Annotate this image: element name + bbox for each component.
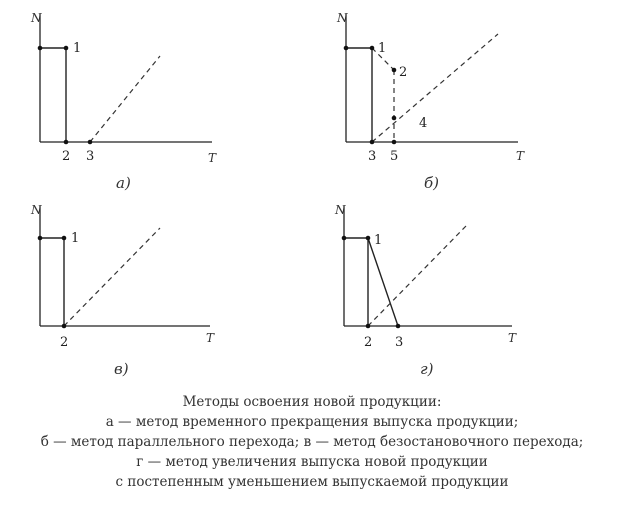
diagram-g-y-label: N	[335, 203, 346, 217]
caption-line-a: а — метод временного прекращения выпуска продукции;	[105, 414, 519, 430]
diagram-g-new-product-growth	[368, 226, 466, 326]
diagram-g	[334, 203, 517, 378]
diagram-v-point-2	[62, 324, 67, 329]
diagram-v-x-label: T	[206, 331, 215, 345]
diagram-b-y-label: N	[337, 11, 348, 25]
caption-line-b-v: б — метод параллельного перехода; в — метод безостановочного перехода;	[40, 434, 584, 450]
figure-caption	[0, 392, 624, 492]
diagram-b-new-product-growth	[372, 34, 498, 142]
diagram-g-axis-point	[342, 236, 347, 241]
diagram-a-axis-point	[38, 46, 43, 51]
caption-line-g-cont: с постепенным уменьшением выпускаемой продукции	[115, 474, 509, 490]
diagram-a-label-2: 2	[62, 149, 71, 164]
diagram-v-point-1	[62, 236, 67, 241]
diagram-b-label-5: 5	[390, 149, 399, 164]
diagram-b-caption: б)	[424, 174, 440, 192]
diagram-a-new-product-growth	[90, 56, 160, 142]
diagram-g-point-3	[396, 324, 401, 329]
diagram-b-point-2	[392, 68, 397, 73]
diagram-a-label-1: 1	[73, 41, 82, 56]
diagram-g-point-1	[366, 236, 371, 241]
diagram-b-point-4	[392, 116, 397, 121]
diagram-a	[30, 11, 217, 192]
diagram-b-point-5	[392, 140, 397, 145]
diagram-b-label-1: 1	[378, 41, 387, 56]
diagram-b-x-label: T	[516, 149, 525, 163]
caption-line-g: г — метод увеличения выпуска новой продукции	[136, 454, 488, 470]
diagram-v-label-2: 2	[60, 335, 69, 350]
diagram-v	[30, 203, 215, 378]
diagram-a-label-3: 3	[86, 149, 95, 164]
diagram-g-x-label: T	[508, 331, 517, 345]
diagram-g-label-2: 2	[364, 335, 373, 350]
diagram-b-label-3: 3	[368, 149, 377, 164]
diagram-b-label-4: 4	[419, 116, 428, 131]
diagram-g-label-1: 1	[374, 233, 383, 248]
diagram-v-label-1: 1	[71, 231, 80, 246]
diagram-b	[336, 11, 525, 192]
diagram-g-label-3: 3	[395, 335, 404, 350]
diagram-a-point-3	[88, 140, 93, 145]
diagram-v-y-label: N	[31, 203, 42, 217]
diagram-v-caption: в)	[114, 360, 129, 378]
diagram-g-old-product-decline	[368, 238, 398, 326]
diagram-a-point-2	[64, 140, 69, 145]
diagram-a-x-label: T	[208, 151, 217, 165]
diagram-b-label-2: 2	[399, 65, 408, 80]
diagram-v-axis-point	[38, 236, 43, 241]
diagram-g-point-2	[366, 324, 371, 329]
diagram-g-caption: г)	[420, 360, 434, 378]
diagram-a-y-label: N	[31, 11, 42, 25]
diagram-b-point-1	[370, 46, 375, 51]
caption-title: Методы освоения новой продукции:	[182, 394, 442, 410]
diagram-a-caption: а)	[116, 174, 131, 192]
diagram-a-point-1	[64, 46, 69, 51]
diagram-b-point-3	[370, 140, 375, 145]
diagram-b-axis-point	[344, 46, 349, 51]
